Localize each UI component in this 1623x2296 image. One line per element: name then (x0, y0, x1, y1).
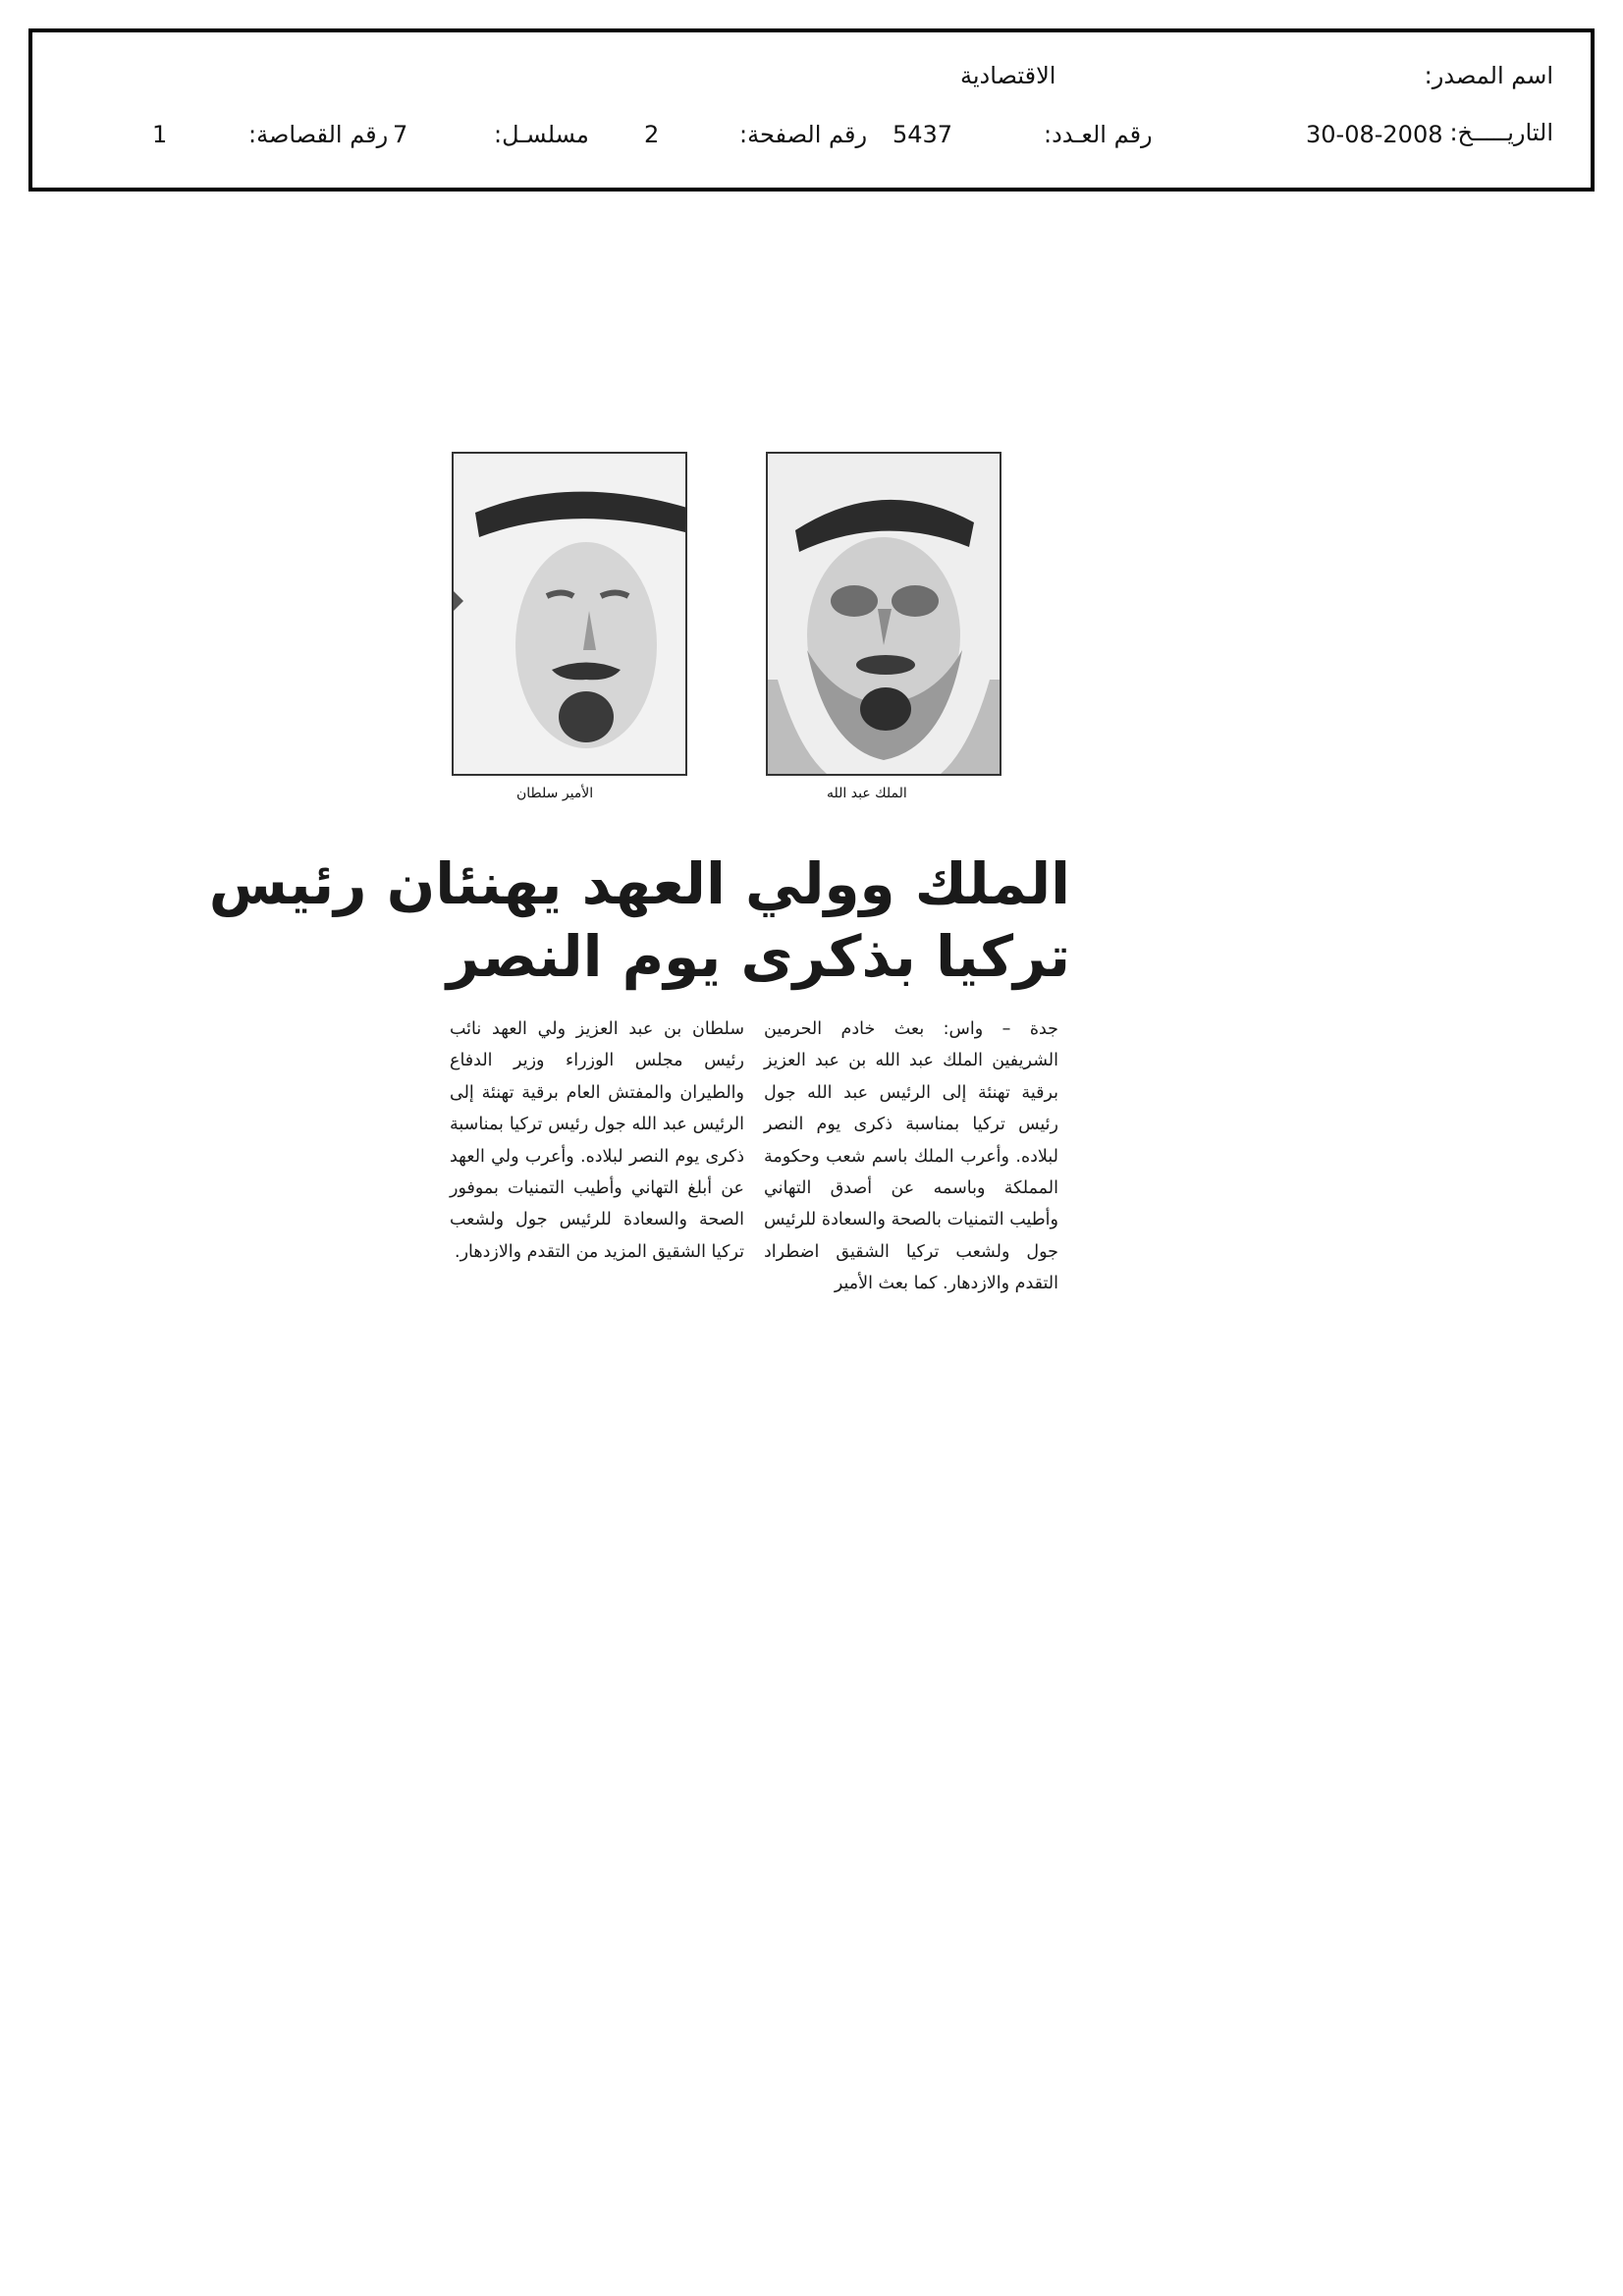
date-label: التاريـــــخ: (1449, 119, 1553, 146)
article-column-right: جدة – واس: بعث خادم الحرمين الشريفين الملك عبد الله بن عبد العزيز برقية تهنئة إلى الرئيس عبد الله جول رئيس تركيا بمناسبة ذكرى يوم النصر لبلاده. وأعرب الملك باسم شعب وحكومة المملكة وباسمه عن أصدق التهاني وأطيب التمنيات بالصحة والسعادة للرئيس جول ولشعب تركيا الشقيق اضطراد التقدم والازدهار. كما بعث الأمير (764, 1019, 1058, 1294)
headline-line-2: تركيا بذكرى يوم النصر (446, 923, 1070, 990)
source-value: الاقتصادية (960, 62, 1056, 89)
issue-label: رقم العـدد: (1044, 121, 1153, 148)
king-caption: الملك عبد الله (827, 786, 907, 801)
clip-label: رقم القصاصة: (248, 121, 389, 148)
article-column-left: سلطان بن عبد العزيز ولي العهد نائب رئيس مجلس الوزراء وزير الدفاع والطيران والمفتش العام برقية تهنئة إلى الرئيس عبد الله جول رئيس تركيا بمناسبة ذكرى يوم النصر لبلاده. وأعرب ولي العهد عن أبلغ التهاني وأطيب التمنيات بموفور الصحة والسعادة للرئيس جول ولشعب تركيا الشقيق المزيد من التقدم والازدهار. (450, 1019, 744, 1262)
clip-value: 1 (152, 121, 168, 148)
issue-value: 5437 (893, 121, 953, 148)
headline-line-1: الملك وولي العهد يهنئان رئيس (208, 850, 1070, 917)
date-value: 30-08-2008 (1306, 121, 1443, 148)
prince-caption: الأمير سلطان (516, 786, 594, 801)
newspaper-clipping (208, 452, 1070, 1365)
page-label: رقم الصفحة: (739, 121, 868, 148)
prince-portrait-image (454, 454, 685, 774)
prince-photo (452, 452, 687, 776)
clipping-metadata-box (28, 28, 1595, 191)
king-photo (766, 452, 1001, 776)
source-label: اسم المصدر: (1424, 62, 1553, 89)
page-value: 2 (644, 121, 660, 148)
serial-label: مسلسـل: (494, 121, 589, 148)
king-portrait-image (768, 454, 1000, 774)
serial-value: 7 (393, 121, 408, 148)
